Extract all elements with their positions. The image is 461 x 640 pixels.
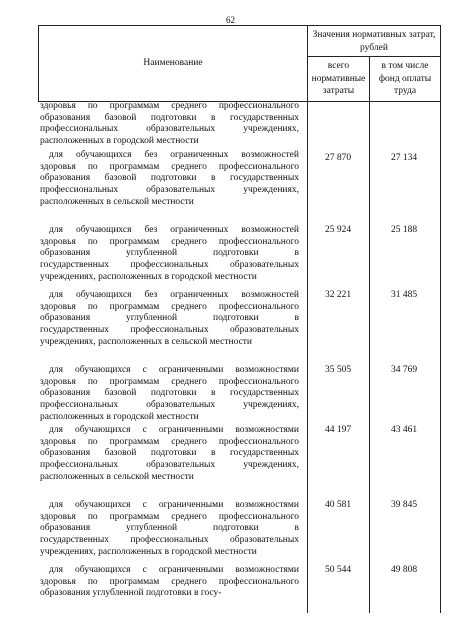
description-line: здоровья по программам среднего профессионального (40, 236, 299, 247)
description-line: для обучающихся с ограниченными возможностями (49, 500, 299, 510)
description-line: здоровья по программам среднего профессионального (40, 376, 299, 387)
total-cost-cell: 27 870 (324, 153, 352, 163)
description-line: учреждениях, расположенных в сельской местности (40, 336, 253, 347)
description-line: для обучающихся с ограниченными возможностями (49, 365, 299, 375)
table-row-description (40, 565, 299, 600)
header-values-group: Значения нормативных затрат, рублей (312, 30, 436, 53)
description-line: здоровья по программам среднего профессионального (40, 101, 299, 111)
header-name-column: Наименование (143, 58, 203, 68)
table-row-description (40, 365, 299, 424)
table-row-description (40, 290, 299, 349)
description-line: здоровья по программам среднего профессионального (40, 436, 299, 447)
header-total-column: всего нормативные затраты (311, 61, 366, 96)
table-top-border (38, 25, 440, 26)
description-line: образования углубленной подготовки в (40, 313, 299, 324)
total-cost-cell: 44 197 (324, 425, 352, 435)
table-right-border (440, 25, 441, 613)
wage-fund-cell: 39 845 (390, 500, 418, 510)
table-row-description (40, 150, 299, 209)
wage-fund-cell: 34 769 (390, 365, 418, 375)
total-cost-cell: 32 221 (324, 290, 352, 300)
description-line: образования углубленной подготовки в (40, 523, 299, 534)
description-line: учреждениях, расположенных в городской местности (40, 271, 257, 282)
description-line: образования базовой подготовки в государственных (40, 388, 299, 399)
description-line: государственных профессиональных образовательных (40, 260, 299, 271)
total-cost-cell: 40 581 (324, 500, 352, 510)
description-line: профессиональных образовательных учреждениях, (40, 124, 299, 135)
description-line: образования углубленной подготовки в госу- (40, 588, 222, 599)
description-line: здоровья по программам среднего профессионального (40, 576, 299, 587)
description-line: профессиональных образовательных учреждениях, (40, 460, 299, 471)
description-line: для обучающихся с ограниченными возможностями (49, 565, 299, 575)
wage-fund-cell: 27 134 (390, 153, 418, 163)
header-wage-column: в том числе фонд оплаты труда (378, 61, 432, 96)
table-row-description (40, 425, 299, 484)
page-number: 62 (226, 15, 235, 25)
description-line: расположенных в сельской местности (40, 196, 194, 207)
description-line: государственных профессиональных образовательных (40, 325, 299, 336)
description-line: здоровья по программам среднего профессионального (40, 511, 299, 522)
total-cost-cell: 50 544 (324, 565, 352, 575)
total-cost-cell: 25 924 (324, 225, 352, 235)
wage-fund-cell: 49 808 (390, 565, 418, 575)
description-line: образования базовой подготовки в государственных (40, 448, 299, 459)
wage-fund-cell: 31 485 (390, 290, 418, 300)
table-row-description (40, 101, 299, 148)
description-line: расположенных в городской местности (40, 411, 199, 422)
description-line: образования базовой подготовки в государственных (40, 173, 299, 184)
description-line: профессиональных образовательных учреждениях, (40, 400, 299, 411)
description-line: образования базовой подготовки в государственных (40, 112, 299, 123)
description-line: здоровья по программам среднего профессионального (40, 161, 299, 172)
value-column-divider (369, 56, 370, 613)
description-line: здоровья по программам среднего профессионального (40, 301, 299, 312)
description-line: для обучающихся без ограниченных возможностей (49, 150, 299, 160)
description-line: для обучающихся без ограниченных возможностей (49, 225, 299, 235)
wage-fund-cell: 43 461 (390, 425, 418, 435)
description-line: для обучающихся с ограниченными возможностями (49, 425, 299, 435)
total-cost-cell: 35 505 (324, 365, 352, 375)
table-left-border (38, 25, 39, 102)
description-line: образования углубленной подготовки в (40, 248, 299, 259)
description-line: учреждениях, расположенных в городской местности (40, 546, 257, 557)
description-line: для обучающихся без ограниченных возможностей (49, 290, 299, 300)
description-line: профессиональных образовательных учреждениях, (40, 185, 299, 196)
wage-fund-cell: 25 188 (390, 225, 418, 235)
table-row-description (40, 500, 299, 559)
table-row-description (40, 225, 299, 284)
name-column-divider (307, 25, 308, 613)
description-line: расположенных в городской местности (40, 136, 199, 147)
group-header-divider (307, 56, 440, 57)
description-line: государственных профессиональных образовательных (40, 535, 299, 546)
description-line: расположенных в сельской местности (40, 471, 194, 482)
